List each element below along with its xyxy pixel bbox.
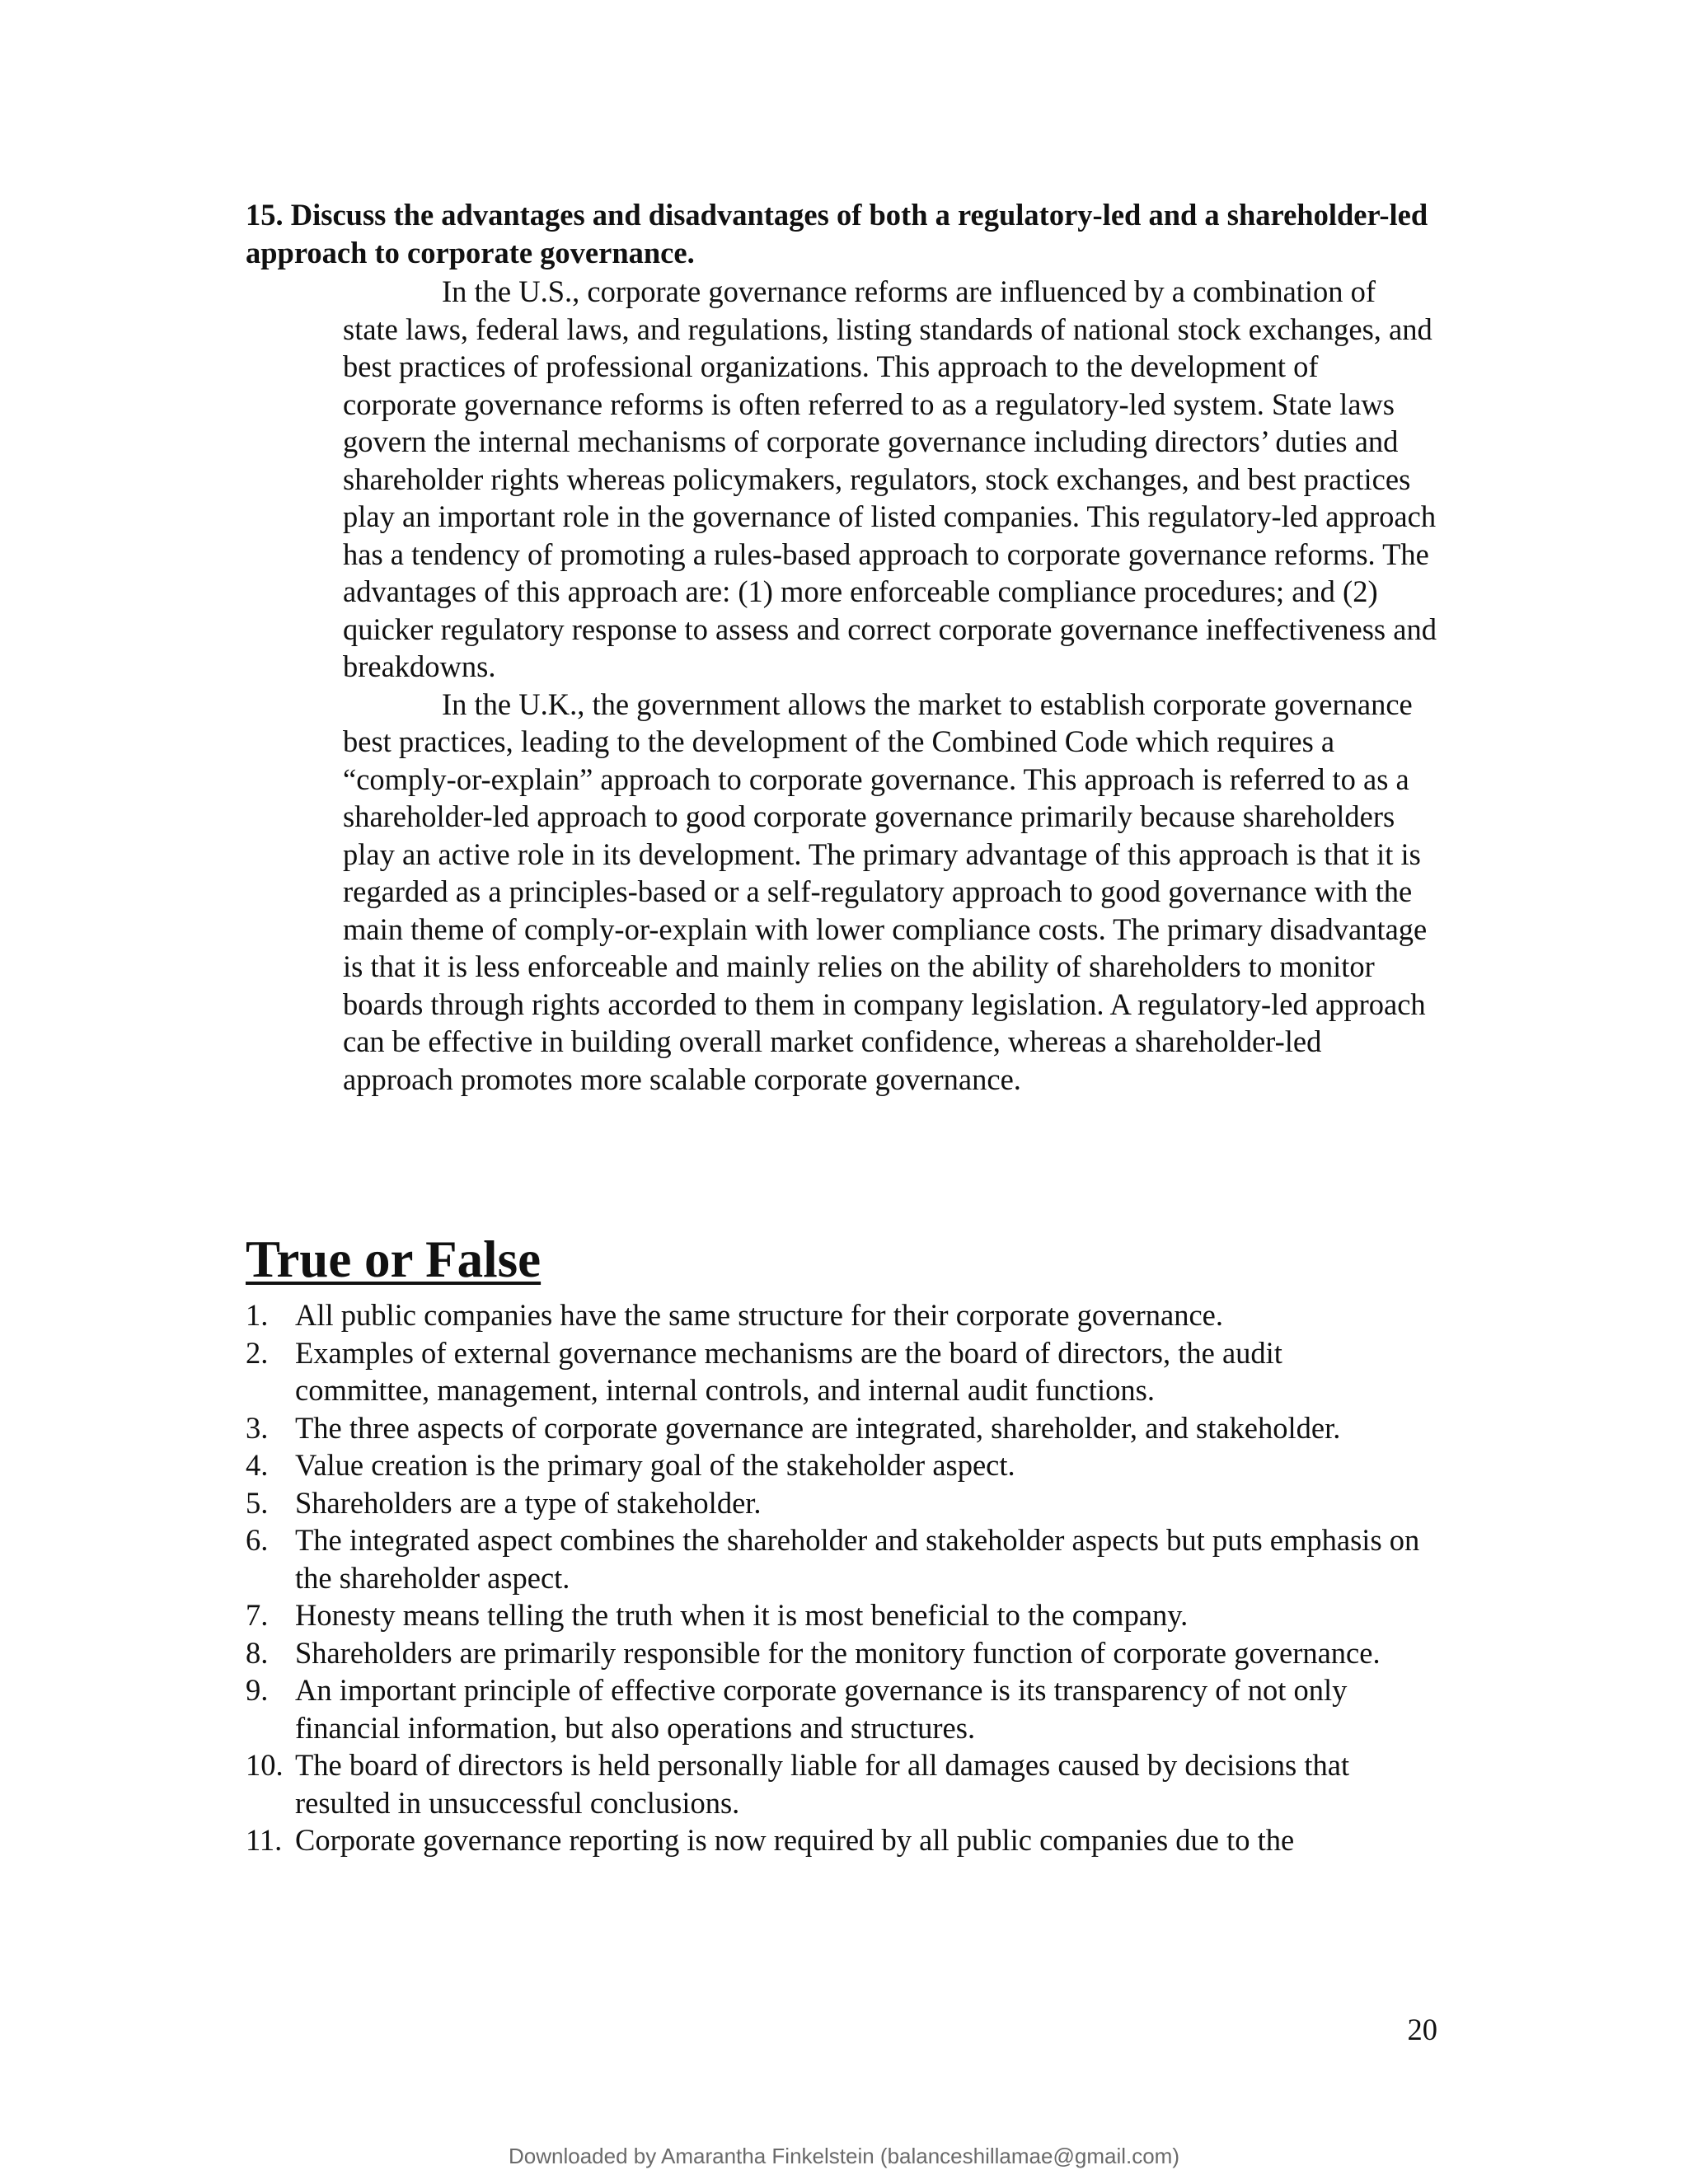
page-number: 20	[1407, 2013, 1437, 2046]
item-number: 2.	[246, 1335, 269, 1370]
download-footer: Downloaded by Amarantha Finkelstein (balanceshillamae@gmail.com)	[508, 2144, 1179, 2168]
item-number: 4.	[246, 1448, 269, 1482]
answer-body	[343, 273, 1437, 1098]
item-text: Shareholders are a type of stakeholder.	[295, 1485, 762, 1520]
list-item	[246, 1296, 1449, 1334]
list-item	[246, 1409, 1449, 1447]
item-text: All public companies have the same structure for their corporate governance.	[295, 1298, 1223, 1332]
item-number: 9.	[246, 1673, 269, 1707]
item-text: The integrated aspect combines the shareholder and stakeholder aspects but puts emphasis on the shareholder aspect.	[295, 1523, 1420, 1595]
item-number: 8.	[246, 1635, 269, 1670]
item-text: Shareholders are primarily responsible for the monitory function of corporate governance.	[295, 1635, 1381, 1670]
list-item	[246, 1671, 1449, 1746]
list-item	[246, 1596, 1449, 1634]
item-text: Value creation is the primary goal of the stakeholder aspect.	[295, 1448, 1015, 1482]
list-item	[246, 1634, 1449, 1672]
list-item	[246, 1746, 1449, 1821]
list-item	[246, 1521, 1449, 1596]
item-number: 6.	[246, 1523, 269, 1557]
item-number: 7.	[246, 1598, 269, 1632]
item-text: Corporate governance reporting is now required by all public companies due to the	[295, 1823, 1295, 1857]
list-item	[246, 1484, 1449, 1522]
item-text: Honesty means telling the truth when it is most beneficial to the company.	[295, 1598, 1189, 1632]
list-item	[246, 1446, 1449, 1484]
item-text: An important principle of effective corporate governance is its transparency of not only financial information, but also operations and structures.	[295, 1673, 1348, 1745]
answer-paragraph: In the U.K., the government allows the market to establish corporate governance best practices, leading to the development of the Combined Code which requires a “comply-or-explain” approach to corporate governance. This approach is referred to as a shareholder-led approach to good corporate governance primarily because shareholders play an active role in its development. The primary advantage of this approach is that it is regarded as a principles-based or a self-regulatory approach to good governance with the main theme of comply-or-explain with lower compliance costs. The primary disadvantage is that it is less enforceable and mainly relies on the ability of shareholders to monitor boards through rights accorded to them in company legislation. A regulatory-led approach can be effective in building overall market confidence, whereas a shareholder-led approach promotes more scalable corporate governance.	[343, 687, 1428, 1096]
true-false-list	[246, 1296, 1449, 1859]
list-item	[246, 1334, 1449, 1409]
question-heading: 15. Discuss the advantages and disadvantages of both a regulatory-led and a shareholder-led approach to corporate governance.	[246, 198, 1428, 269]
item-text: The three aspects of corporate governance are integrated, shareholder, and stakeholder.	[295, 1410, 1341, 1445]
item-text: Examples of external governance mechanisms are the board of directors, the audit committee, management, internal controls, and internal audit functions.	[295, 1335, 1282, 1407]
item-number: 11.	[246, 1823, 283, 1857]
answer-paragraph: In the U.S., corporate governance reforms are influenced by a combination of state laws, federal laws, and regulations, listing standards of national stock exchanges, and best practices of professional organizations. This approach to the development of corporate governance reforms is often referred to as a regulatory-led system. State laws govern the internal mechanisms of corporate governance including directors’ duties and shareholder rights whereas policymakers, regulators, stock exchanges, and best practices play an important role in the governance of listed companies. This regulatory-led approach has a tendency of promoting a rules-based approach to corporate governance reforms. The advantages of this approach are: (1) more enforceable compliance procedures; and (2) quicker regulatory response to assess and correct corporate governance ineffectiveness and breakdowns.	[343, 274, 1437, 683]
section-heading-true-or-false: True or False	[246, 1230, 542, 1288]
list-item	[246, 1821, 1449, 1859]
item-number: 10.	[246, 1748, 284, 1782]
item-number: 1.	[246, 1298, 269, 1332]
item-number: 3.	[246, 1410, 269, 1445]
item-text: The board of directors is held personally liable for all damages caused by decisions that resulted in unsuccessful conclusions.	[295, 1748, 1350, 1820]
item-number: 5.	[246, 1485, 269, 1520]
